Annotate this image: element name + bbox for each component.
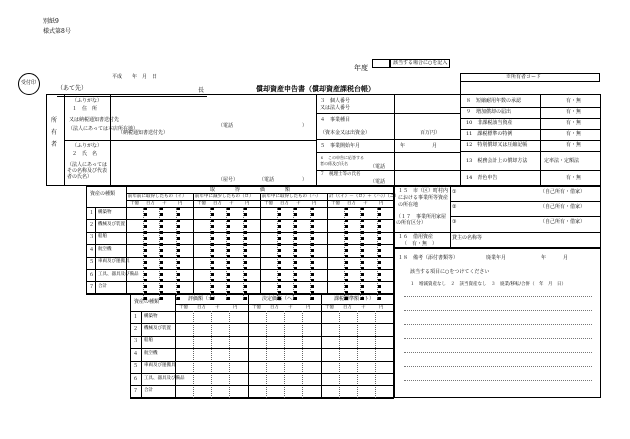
remark-line[interactable] xyxy=(404,380,592,381)
item-12: 12 特別償却又は圧縮記帳 xyxy=(466,142,528,148)
item-5: ５ 事業開始年月 xyxy=(320,143,361,149)
unit-label: 十億 xyxy=(325,305,334,310)
form-number: 別紙9 xyxy=(43,18,59,25)
form-title: 償却資産申告書（償却資産課税台帳） xyxy=(256,84,375,93)
asset-name: 車両及び運搬具 xyxy=(144,363,176,369)
remark-line[interactable] xyxy=(404,324,592,325)
item-6: ６ この申告に応答する者の係及び氏名 xyxy=(320,155,364,166)
item-15: １５ 市（区）町村内における事業所等資産の所在地 xyxy=(398,188,449,208)
unit-label: 十億 xyxy=(130,201,139,206)
table-row: １ xyxy=(89,209,95,216)
table-row: ３ xyxy=(89,234,95,241)
unit-label: 十億 xyxy=(197,201,206,206)
item-11: 11 課税標準の特例 xyxy=(466,131,513,137)
unit-label: 百万 xyxy=(347,201,356,206)
form-code: 様式第8号 xyxy=(43,28,71,35)
item-14: 14 青色申告 xyxy=(466,175,498,181)
asset-name: 工具、器具及び備品 xyxy=(98,271,139,277)
item-4: ４ 事業種目 xyxy=(320,117,351,123)
item-10: 10 非課税該当資産 xyxy=(466,120,513,126)
remark-line[interactable] xyxy=(404,296,592,297)
table-row: ５ xyxy=(133,363,139,370)
unit-label: 百万 xyxy=(270,305,279,310)
check-note: 該当する場合に○を記入 xyxy=(393,60,448,66)
table-row: ７ xyxy=(133,387,139,394)
asset-name: 構築物 xyxy=(144,313,158,319)
unit-label: 円 xyxy=(245,201,250,206)
unit-label: 十億 xyxy=(179,305,188,310)
unit-label: 円 xyxy=(233,305,238,310)
eval-table xyxy=(130,294,394,398)
unit-label: 百万 xyxy=(146,201,155,206)
remark-line[interactable] xyxy=(404,310,592,311)
remark-line[interactable] xyxy=(404,352,592,353)
unit-label: 千 xyxy=(162,201,167,206)
unit-label: 千 xyxy=(288,305,293,310)
owner-code-label: ※所有者コード xyxy=(506,74,542,80)
unit-label: 千 xyxy=(363,201,368,206)
unit-label: 円 xyxy=(379,201,384,206)
name-label: ２ 氏 名 xyxy=(72,151,98,157)
item-16: １６ 借用資産 xyxy=(398,234,434,240)
unit-label: 円 xyxy=(312,201,317,206)
item-7: ７ 税理士等の氏名 xyxy=(320,172,361,177)
unit-label: 千 xyxy=(361,305,366,310)
asset-name: 船舶 xyxy=(144,338,153,344)
table-row: ２ xyxy=(133,325,139,332)
asset-name: 機械及び装置 xyxy=(98,221,125,227)
unit-label: 円 xyxy=(379,305,384,310)
table-row: ４ xyxy=(89,246,95,253)
stamp-label: 受付印 xyxy=(21,80,37,86)
asset-name: 構築物 xyxy=(98,209,112,215)
unit-label: 円 xyxy=(306,305,311,310)
table-row: ４ xyxy=(133,350,139,357)
table-row: ６ xyxy=(89,271,95,278)
unit-label: 十億 xyxy=(264,201,273,206)
unit-label: 千 xyxy=(215,305,220,310)
item-13: 13 税務会計上の償却方法 xyxy=(466,158,528,164)
check-box[interactable] xyxy=(372,59,390,68)
table-row: ７ xyxy=(89,283,95,290)
unit-label: 円 xyxy=(178,201,183,206)
year-label: 年度 xyxy=(354,64,368,72)
table-row: ６ xyxy=(133,375,139,382)
unit-label: 千 xyxy=(229,201,234,206)
item-8: ８ 短縮耐用年数の承認 xyxy=(466,98,522,104)
asset-name: 航空機 xyxy=(98,246,112,252)
unit-label: 百万 xyxy=(213,201,222,206)
addressee: （あて先） xyxy=(57,85,88,92)
table-row: １ xyxy=(133,313,139,320)
unit-label: 百万 xyxy=(343,305,352,310)
item-18: １８ 備考（添付書類等） xyxy=(398,255,459,261)
notice-dest: （納税通知書送付先） xyxy=(118,130,169,136)
unit-label: 千 xyxy=(296,201,301,206)
address-label: １ 住 所 xyxy=(72,106,98,112)
asset-name: 航空機 xyxy=(144,350,158,356)
owner-side-label: 所有者 xyxy=(51,117,58,148)
asset-type-header: 資産の種類 xyxy=(90,191,116,197)
date-label: 平成 年 月 日 xyxy=(112,74,158,80)
unit-label: 百万 xyxy=(280,201,289,206)
unit-label: 十億 xyxy=(331,201,340,206)
remark-line[interactable] xyxy=(404,338,592,339)
item-3: ３ 個人番号又は法人番号 xyxy=(320,98,351,111)
remark-line[interactable] xyxy=(404,366,592,367)
unit-label: 十億 xyxy=(252,305,261,310)
asset-name: 船舶 xyxy=(98,234,107,240)
asset-name: 合計 xyxy=(144,387,153,393)
table-row: ３ xyxy=(133,338,139,345)
declaration-form: 別紙9 様式第8号 該当する場合に○を記入 年度 償却資産申告書（償却資産課税台帳） 受付印 平成 年 月 日 （あて先） 長 ※所有者コード 所有者 （ふりがな） １ 住 所 又は納税通知書送付先 （法人にあっては本店所在地） （納税通知書送付先） （電話 ） （ふりがな） ２ 氏 名 （法人にあってはその名称及び代表者の氏名） （屋号） （電話 ） ３ 個人番号又は法人番号 ４ 事業種目 （資本金又は出資金） 百万円） ５ 事業開始年月 年 月 ６ この申告に応答する者の係及び氏名 ７ 税理士等の氏名 （電話 （電話 ８ 短縮耐用年数の承認 有・無 ９ 増加償却の届出 有・無 10 非課税該当資産 有・無 11 課税標準の特例 有・無 12 特別償却又は圧縮記帳 有・無 13 税務会計上の償却方法 定率法・定額法 14 青色申告 有・無 資産の種類 取 得 価 額 前年前に取得したもの（イ） 前年中に減少したもの（ロ） 前年中に取得したもの（ハ） 計（（イ）－（ロ）＋（ハ））（ニ） 十億 百万 千 円 十億 百万 千 円 十億 百万 千 円 十億 百万 千 円 １ 構築物 ２ 機械及び装置 ３ 船舶 ４ 航空機 ５ 車両及び運搬具 ６ 工具、器具及び備品 ７ 合計 資産の種類 評価額（ホ） 決定価格（へ） 課税標準額（ト） 十億 百万 千 円 十億 百万 千 円 十億 百万 千 円 １ 構築物 ２ 機械及び装置 ３ 船舶 ４ 航空機 ５ 車両及び運搬具 ６ 工具、器具及び備品 ７ 合計 １５ 市（区）町村内における事業所等資産の所在地 ① （自己所有・借家） ② （自己所有・借家） ③ （自己所有・借家） （１７ 事業所用家屋の所有区分） １６ 借用資産 （ 有・無 ） 貸主の名称等 １８ 備考（添付書類等） 廃業年月 年 月 該当する項目に○をつけてください １ 増減資産なし ２ 該当資産なし ３ 廃業/移転/合併（ 年 月 日） xyxy=(0,0,630,439)
table-row: ２ xyxy=(89,221,95,228)
asset-name: 工具、器具及び備品 xyxy=(144,375,185,381)
asset-name: 合計 xyxy=(98,283,107,289)
chief-label: 長 xyxy=(198,87,205,94)
asset-name: 車両及び運搬具 xyxy=(98,259,130,265)
asset-name: 機械及び装置 xyxy=(144,325,171,331)
unit-label: 百万 xyxy=(197,305,206,310)
table-row: ５ xyxy=(89,259,95,266)
item-9: ９ 増加償却の届出 xyxy=(466,109,512,115)
